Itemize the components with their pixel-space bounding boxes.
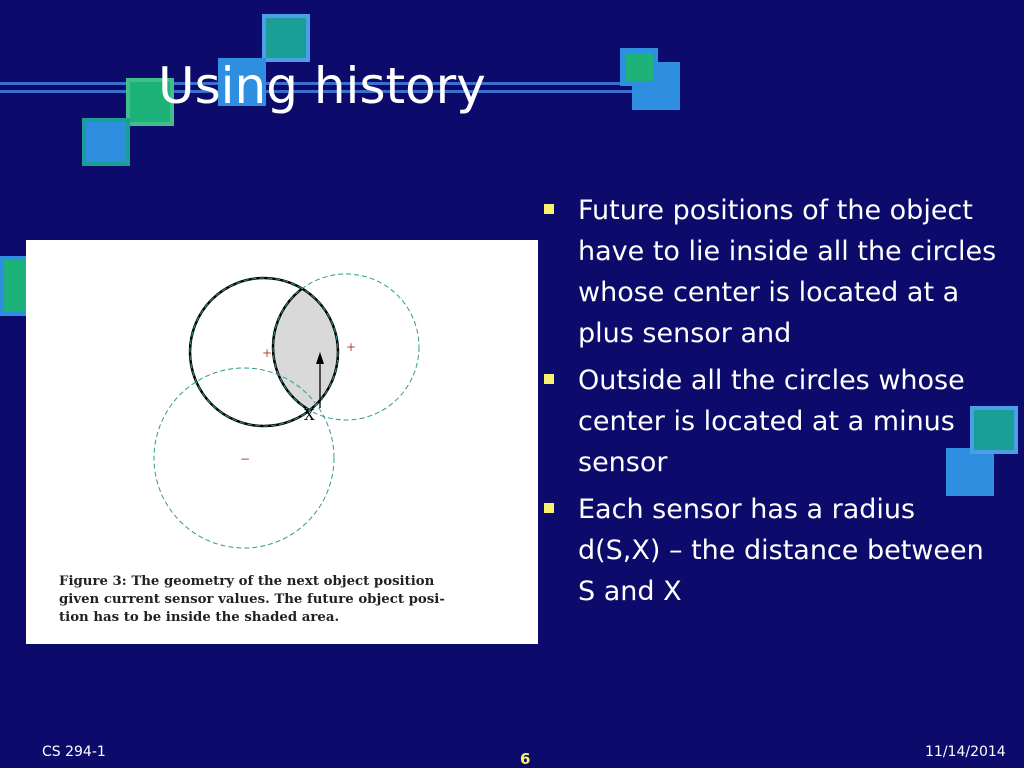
bullet-text: Future positions of the object have to lie inside all the circles whose center is located at a plus sensor and	[578, 195, 997, 349]
slide-title: Using history	[158, 57, 486, 115]
bullet-item	[540, 190, 1000, 354]
slide-number: 6	[520, 750, 531, 768]
minus-label: −	[240, 452, 251, 466]
bullet-text: Each sensor has a radius d(S,X) – the distance between S and X	[578, 494, 984, 607]
footer-course: CS 294-1	[42, 744, 106, 760]
bullet-list	[540, 190, 1000, 618]
figure-caption: Figure 3: The geometry of the next object position given current sensor values. The future object posi- tion has to be inside the shaded area.	[59, 574, 445, 625]
decor-square	[82, 118, 130, 166]
decor-square	[262, 14, 310, 62]
bullet-square-icon	[544, 503, 554, 513]
bullet-square-icon	[544, 204, 554, 214]
bullet-square-icon	[544, 374, 554, 384]
footer-date: 11/14/2014	[925, 744, 1006, 760]
bullet-item	[540, 489, 1000, 612]
plus-label-left: +	[262, 346, 273, 360]
bullet-item	[540, 360, 1000, 483]
decor-square	[620, 48, 658, 86]
x-label: X	[304, 406, 315, 424]
plus-label-right: +	[346, 340, 357, 354]
figure-image	[26, 240, 538, 644]
bullet-text: Outside all the circles whose center is located at a minus sensor	[578, 365, 965, 478]
